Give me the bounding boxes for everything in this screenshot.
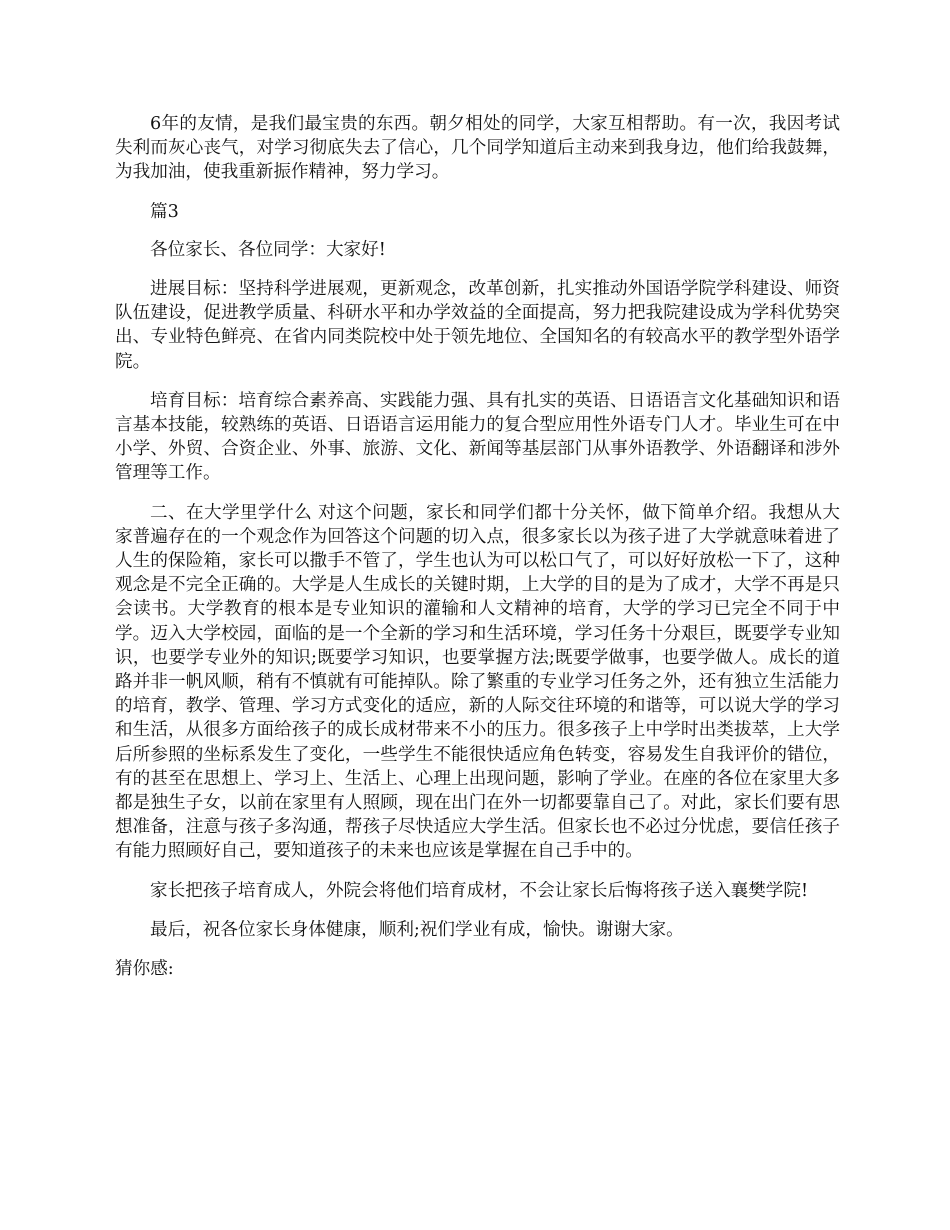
closing-wishes-paragraph: 最后，祝各位家长身体健康，顺利;祝们学业有成，愉快。谢谢大家。 — [150, 919, 684, 940]
training-goal-paragraph: 培育目标：培育综合素养高、实践能力强、具有扎实的英语、日语语言文化基础知识和语言基本技能，较熟练的英语、日语语言运用能力的复合型应用性外语专门人才。毕业生可在中小学、外贸、合资企业、外事、旅游、文化、新闻等基层部门从事外语教学、外语翻译和涉外管理等工作。 — [115, 390, 840, 484]
greeting-paragraph: 各位家长、各位同学：大家好! — [150, 239, 386, 260]
parents-paragraph: 家长把孩子培育成人，外院会将他们培育成材，不会让家长后悔将孩子送入襄樊学院! — [150, 880, 809, 901]
university-study-paragraph: 二、在大学里学什么 对这个问题，家长和同学们都十分关怀，做下简单介绍。我想从大家普遍存在的一个观念作为回答这个问题的切入点，很多家长以为孩子进了大学就意味着进了人生的保险箱，家长可以撒手不管了，学生也认为可以松口气了，可以好好放松一下了，这种观念是不完全正确的。大学是人生成长的关键时期，上大学的目的是为了成才，大学不再是只会读书。大学教育的根本是专业知识的灌输和人文精神的培育，大学的学习已完全不同于中学。迈入大学校园，面临的是一个全新的学习和生活环境，学习任务十分艰巨，既要学专业知识，也要学专业外的知识;既要学习知识，也要掌握方法;既要学做事，也要学做人。成长的道路并非一帆风顺，稍有不慎就有可能掉队。除了繁重的专业学习任务之外，还有独立生活能力的培育，教学、管理、学习方式变化的适应，新的人际交往环境的和谐等，可以说大学的学习和生活，从很多方面给孩子的成长成材带来不小的压力。很多孩子上中学时出类拔萃，上大学后所参照的坐标系发生了变化，一些学生不能很快适应角色转变，容易发生自我评价的错位，有的甚至在思想上、学习上、生活上、心理上出现问题，影响了学业。在座的各位在家里大多都是独生子女，以前在家里有人照顾，现在出门在外一切都要靠自己了。对此，家长们要有思想准备，注意与孩子多沟通，帮孩子尽快适应大学生活。但家长也不必过分忧虑，要信任孩子有能力照顾好自己，要知道孩子的未来也应该是掌握在自己手中的。 — [115, 502, 840, 862]
closing-line: 猜你感: — [115, 959, 174, 980]
section-heading: 篇3 — [150, 201, 179, 222]
development-goal-paragraph: 进展目标：坚持科学进展观，更新观念，改革创新，扎实推动外国语学院学科建设、师资队伍建设，促进教学质量、科研水平和办学效益的全面提高，努力把我院建设成为学科优势突出、专业特色鲜亮、在省内同类院校中处于领先地位、全国知名的有较高水平的教学型外语学院。 — [115, 279, 840, 372]
document-body — [115, 112, 840, 996]
paragraph-friendship: 6年的友情，是我们最宝贵的东西。朝夕相处的同学，大家互相帮助。有一次，我因考试失利而灰心丧气，对学习彻底失去了信心，几个同学知道后主动来到我身边，他们给我鼓舞，为我加油，使我重新振作精神，努力学习。 — [115, 114, 840, 183]
